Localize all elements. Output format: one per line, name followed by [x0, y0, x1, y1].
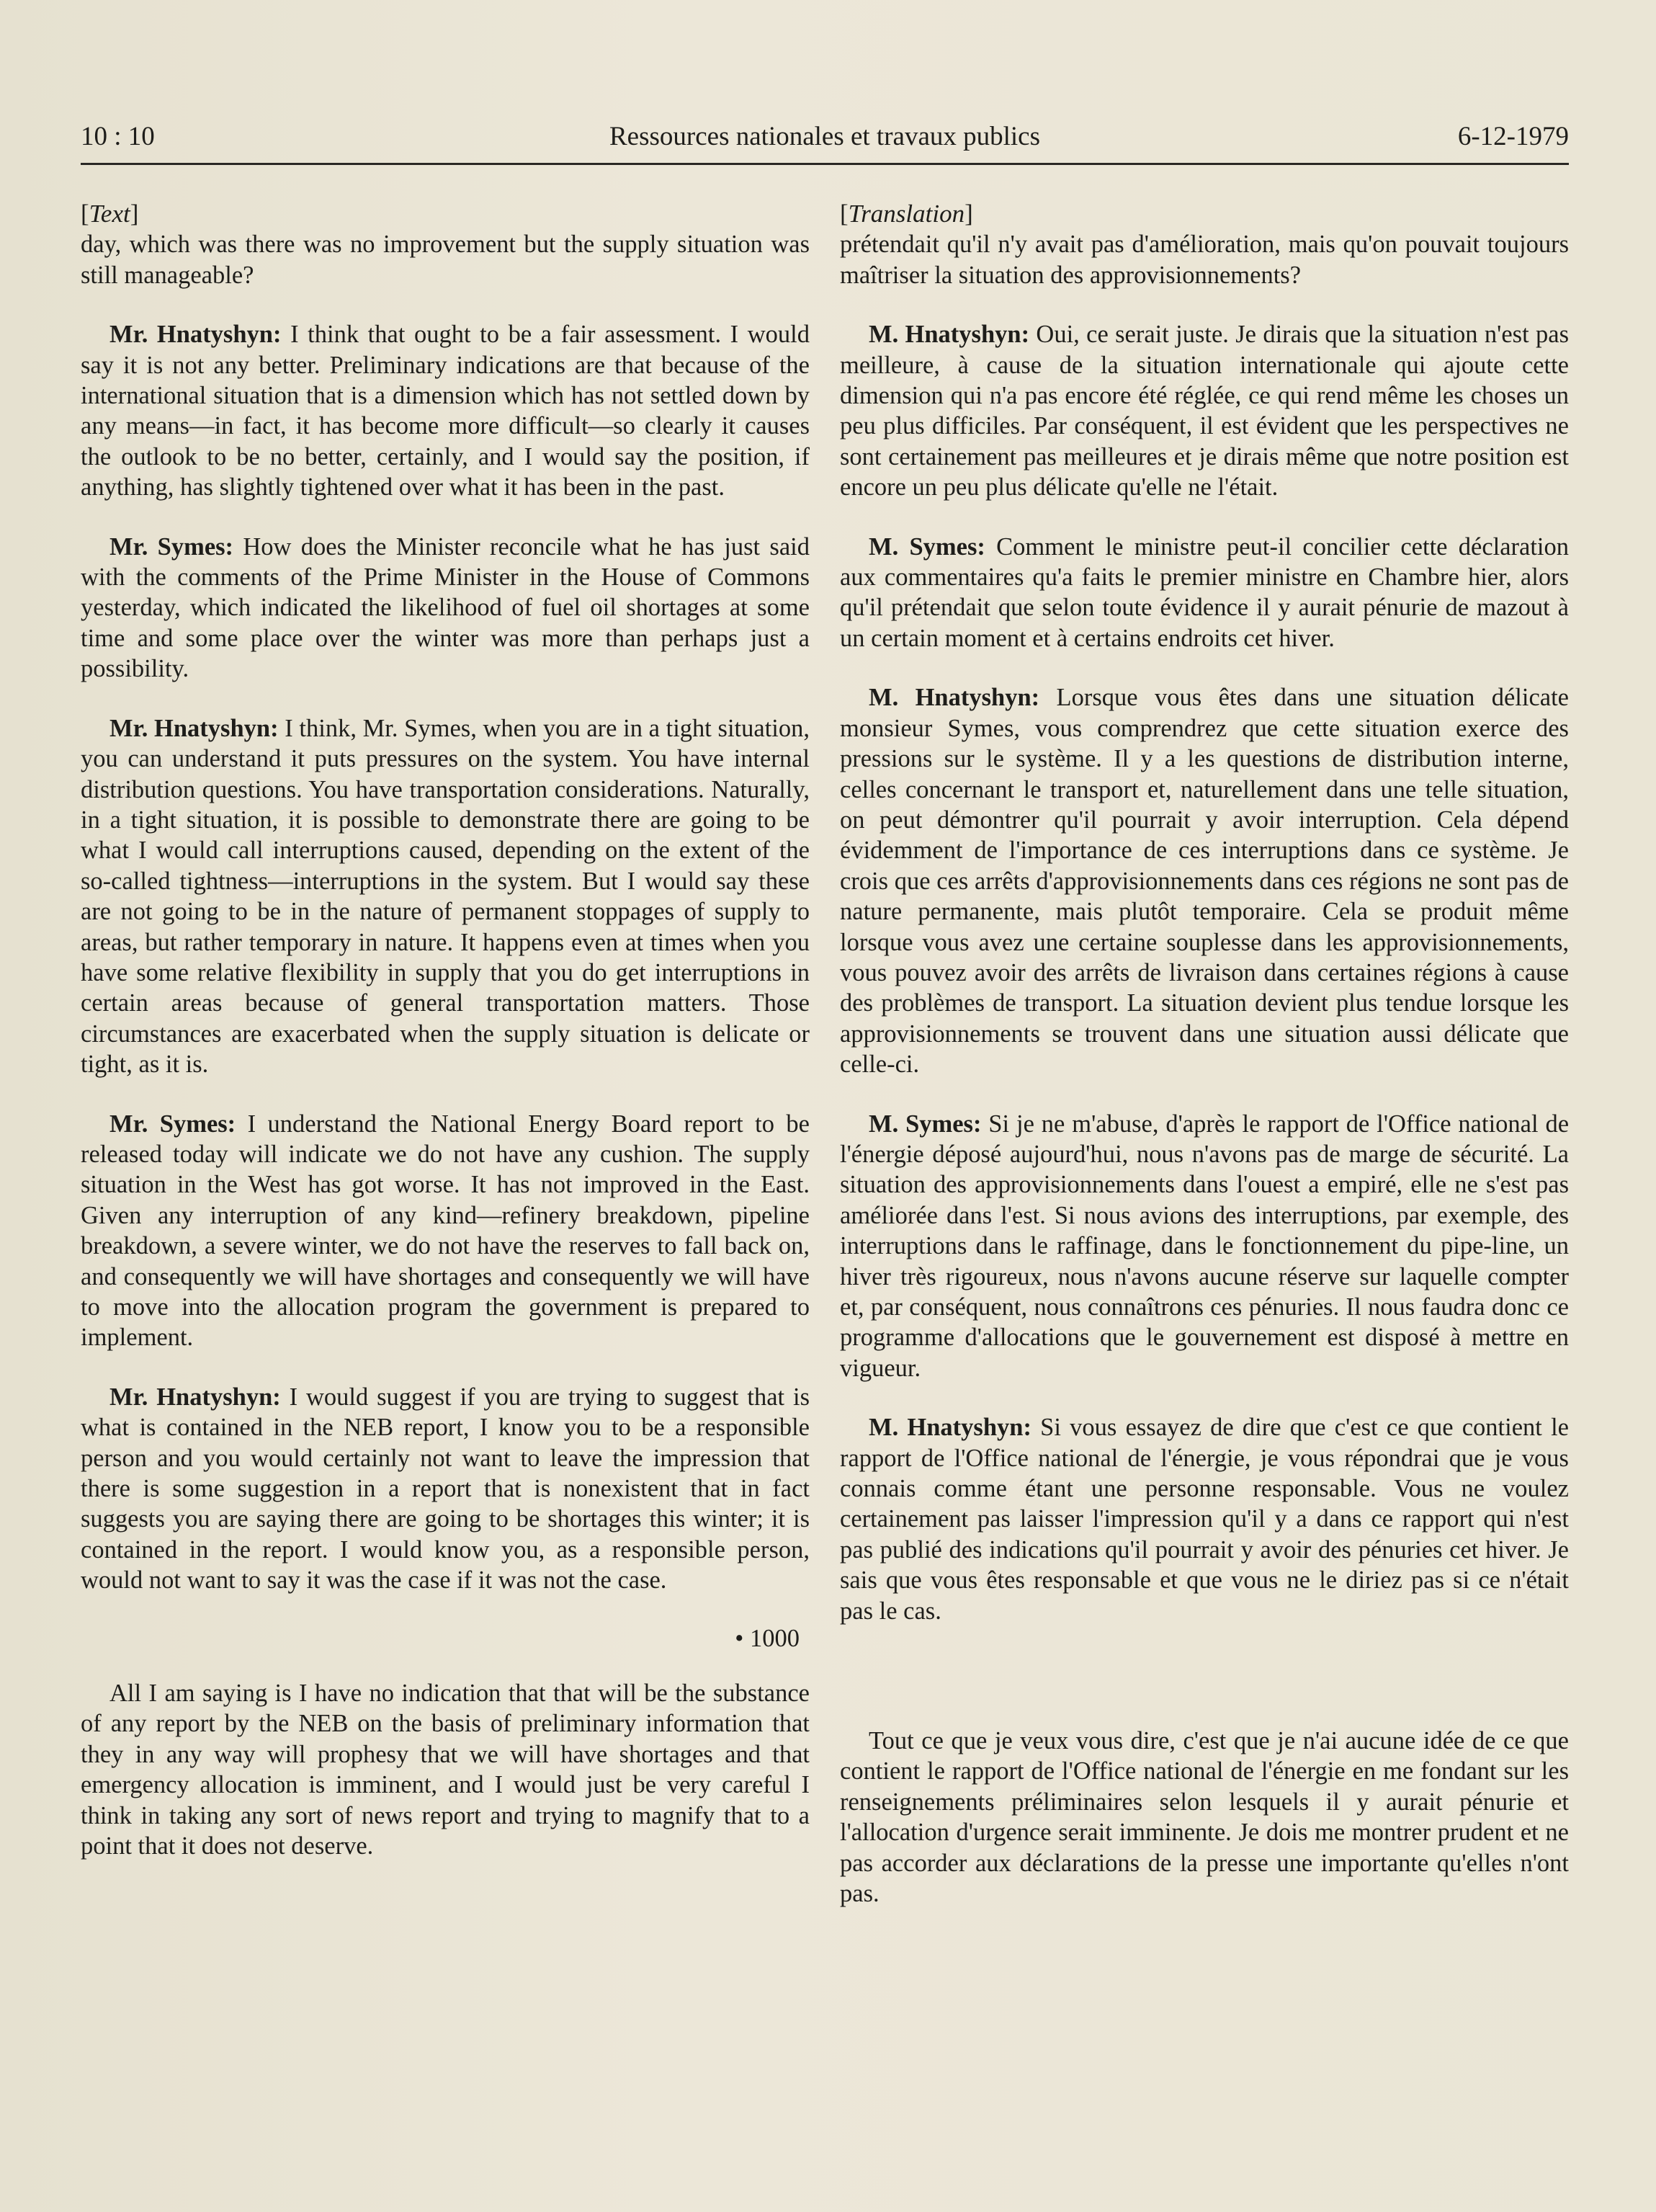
- paragraph-text: Lorsque vous êtes dans une situation délicate monsieur Symes, vous comprendrez que cette situation exerce des pressions sur le système. Il y a les questions de distribution interne, celles concernant le transport et, naturellement dans une telle situation, on peut démontrer qu'il pourrait y avoir interruption. Cela dépend évidemment de l'importance de ces interruptions dans ce système. Je crois que ces arrêts d'approvisionnements dans ces régions ne sont pas de nature permanente, mais plutôt temporaire. Cela se produit même lorsque vous avez une certaine souplesse dans les approvisionnements, vous pouvez avoir des arrêts de livraison dans certaines régions à cause des problèmes de transport. La situation devient plus tendue lorsque les approvisionnements se trouvent dans une situation aussi délicate que celle-ci.: [840, 684, 1569, 1079]
- header-title: Ressources nationales et travaux publics: [609, 122, 1040, 151]
- speaker-name: Mr. Hnatyshyn:: [109, 1383, 281, 1411]
- page-number: 10 : 10: [81, 122, 155, 151]
- time-marker: • 1000: [735, 1624, 800, 1652]
- column-label: [Translation]: [840, 200, 973, 228]
- header-date: 6-12-1979: [1457, 122, 1569, 151]
- paragraph: Tout ce que je veux vous dire, c'est que je n'ai aucune idée de ce que contient le rapport de l'Office national de l'énergie en me fondant sur les renseignements préliminaires selon lesquels il y aurait pénurie et l'allocation d'urgence serait imminente. Je dois me montrer prudent et ne pas accorder aux déclarations de la presse une importante qu'elles n'ont pas.: [840, 1727, 1569, 1908]
- speaker-name: M. Hnatyshyn:: [869, 321, 1030, 349]
- speaker-name: Mr. Hnatyshyn:: [109, 321, 282, 349]
- speaker-name: Mr. Hnatyshyn:: [109, 714, 279, 742]
- paragraph-text: Si vous essayez de dire que c'est ce que contient le rapport de l'Office national de l'énergie, je vous répondrai que je vous connais comme étant une personne responsable. Vous ne voulez certainement pas laisser l'impression qu'il y a dans ce rapport qui n'est pas publié des indications qu'il pourrait y avoir des pénuries cet hiver. Je sais que vous êtes responsable et que vous ne le diriez pas si ce n'était pas le cas.: [840, 1414, 1569, 1625]
- paragraph: [840, 1412, 1569, 1626]
- running-header: [81, 121, 1569, 161]
- speaker-name: M. Symes:: [869, 532, 985, 561]
- paragraph-text: Comment le ministre peut-il concilier cette déclaration aux commentaires qu'a faits le premier ministre en Chambre hier, alors qu'il prétendait que selon toute évidence il y aurait pénurie de mazout à un certain moment et à certains endroits cet hiver.: [840, 532, 1569, 652]
- paragraph: [840, 532, 1569, 654]
- continued-paragraph: prétendait qu'il n'y avait pas d'amélioration, mais qu'on pouvait toujours maîtriser la situation des approvisionnements?: [840, 231, 1569, 289]
- column-label: [Text]: [81, 200, 139, 228]
- column-label-text: Text: [89, 200, 130, 228]
- paragraph-text: I would suggest if you are trying to suggest that is what is contained in the NEB report, I know you to be a responsible person and you would certainly not want to leave the impression that there is some suggestion in a report that is nonexistent that in fact suggests you are saying there are going to be shortages this winter; it is contained in the report. I would know you, as a responsible person, would not want to say it was the case if it was not the case.: [81, 1383, 810, 1595]
- paragraph: [81, 319, 810, 502]
- speaker-name: Mr. Symes:: [109, 1110, 236, 1138]
- paragraph: [840, 682, 1569, 1079]
- paragraph: [81, 1382, 810, 1596]
- column-label-text: Translation: [848, 200, 965, 228]
- continued-paragraph: day, which was there was no improvement but the supply situation was still manageable?: [81, 231, 810, 289]
- paragraph-text: Oui, ce serait juste. Je dirais que la situation n'est pas meilleure, à cause de la situation internationale qui ajoute cette dimension qui n'a pas encore été réglée, ce qui rend même les choses un peu plus difficiles. Par conséquent, il est évident que les perspectives ne sont certainement pas meilleures et je dirais même que notre position est encore un peu plus délicate qu'elle ne l'était.: [840, 321, 1569, 501]
- paragraph-text: I think that ought to be a fair assessment. I would say it is not any better. Preliminary indications are that because of the international situation that is a dimension which has not settled down by any means—in fact, it has become more difficult—so clearly it causes the outlook to be no better, certainly, and I would say the position, if anything, has slightly tightened over what it has been in the past.: [81, 321, 810, 501]
- paragraph-text: I understand the National Energy Board report to be released today will indicate we do not have any cushion. The supply situation in the West has got worse. It has not improved in the East. Given any interruption of any kind—refinery breakdown, pipeline breakdown, a severe winter, we do not have the reserves to fall back on, and consequently we will have shortages and consequently we will have to move into the allocation program the government is prepared to implement.: [81, 1110, 810, 1352]
- english-column: [81, 199, 810, 1862]
- paragraph: [840, 319, 1569, 502]
- paragraph: [81, 532, 810, 684]
- speaker-name: M. Hnatyshyn:: [869, 684, 1040, 712]
- speaker-name: M. Symes:: [869, 1110, 982, 1138]
- paragraph: [840, 1109, 1569, 1384]
- paragraph: All I am saying is I have no indication that that will be the substance of any report by the NEB on the basis of preliminary information that they in any way will prophesy that we will have shortages and that emergency allocation is imminent, and I would just be very careful I think in taking any sort of news report and trying to magnify that to a point that it does not deserve.: [81, 1680, 810, 1860]
- speaker-name: M. Hnatyshyn:: [869, 1414, 1031, 1442]
- paragraph: [81, 1109, 810, 1353]
- paragraph-text: How does the Minister reconcile what he has just said with the comments of the Prime Minister in the House of Commons yesterday, which indicated the likelihood of fuel oil shortages at some time and some place over the winter was more than perhaps just a possibility.: [81, 532, 810, 683]
- paragraph: [81, 713, 810, 1080]
- speaker-name: Mr. Symes:: [109, 532, 234, 561]
- header-rule: [81, 163, 1569, 165]
- paragraph-text: Si je ne m'abuse, d'après le rapport de l'Office national de l'énergie déposé aujourd'hui, nous n'avons pas de marge de sécurité. La situation des approvisionnements dans l'ouest a empiré, elle ne s'est pas améliorée dans l'est. Si nous avions des interruptions, par exemple, des interruptions dans le raffinage, dans le fonctionnement du pipe-line, un hiver très rigoureux, nous n'avons aucune réserve sur laquelle compter et, par conséquent, nous connaîtrons ces pénuries. Il nous faudra donc ce programme d'allocations que le gouvernement est disposé à mettre en vigueur.: [840, 1110, 1570, 1382]
- paragraph-text: I think, Mr. Symes, when you are in a tight situation, you can understand it puts pressures on the system. You have internal distribution questions. You have transportation considerations. Naturally, in a tight situation, it is possible to demonstrate there are going to be what I would call interruptions caused, depending on the extent of the so-called tightness—interruptions in the system. But I would say these are not going to be in the nature of permanent stoppages of supply to areas, but rather temporary in nature. It happens even at times when you have some relative flexibility in supply that you do get interruptions in certain areas because of general transportation matters. Those circumstances are exacerbated when the supply situation is delicate or tight, as it is.: [81, 714, 810, 1079]
- french-column: [840, 199, 1569, 1909]
